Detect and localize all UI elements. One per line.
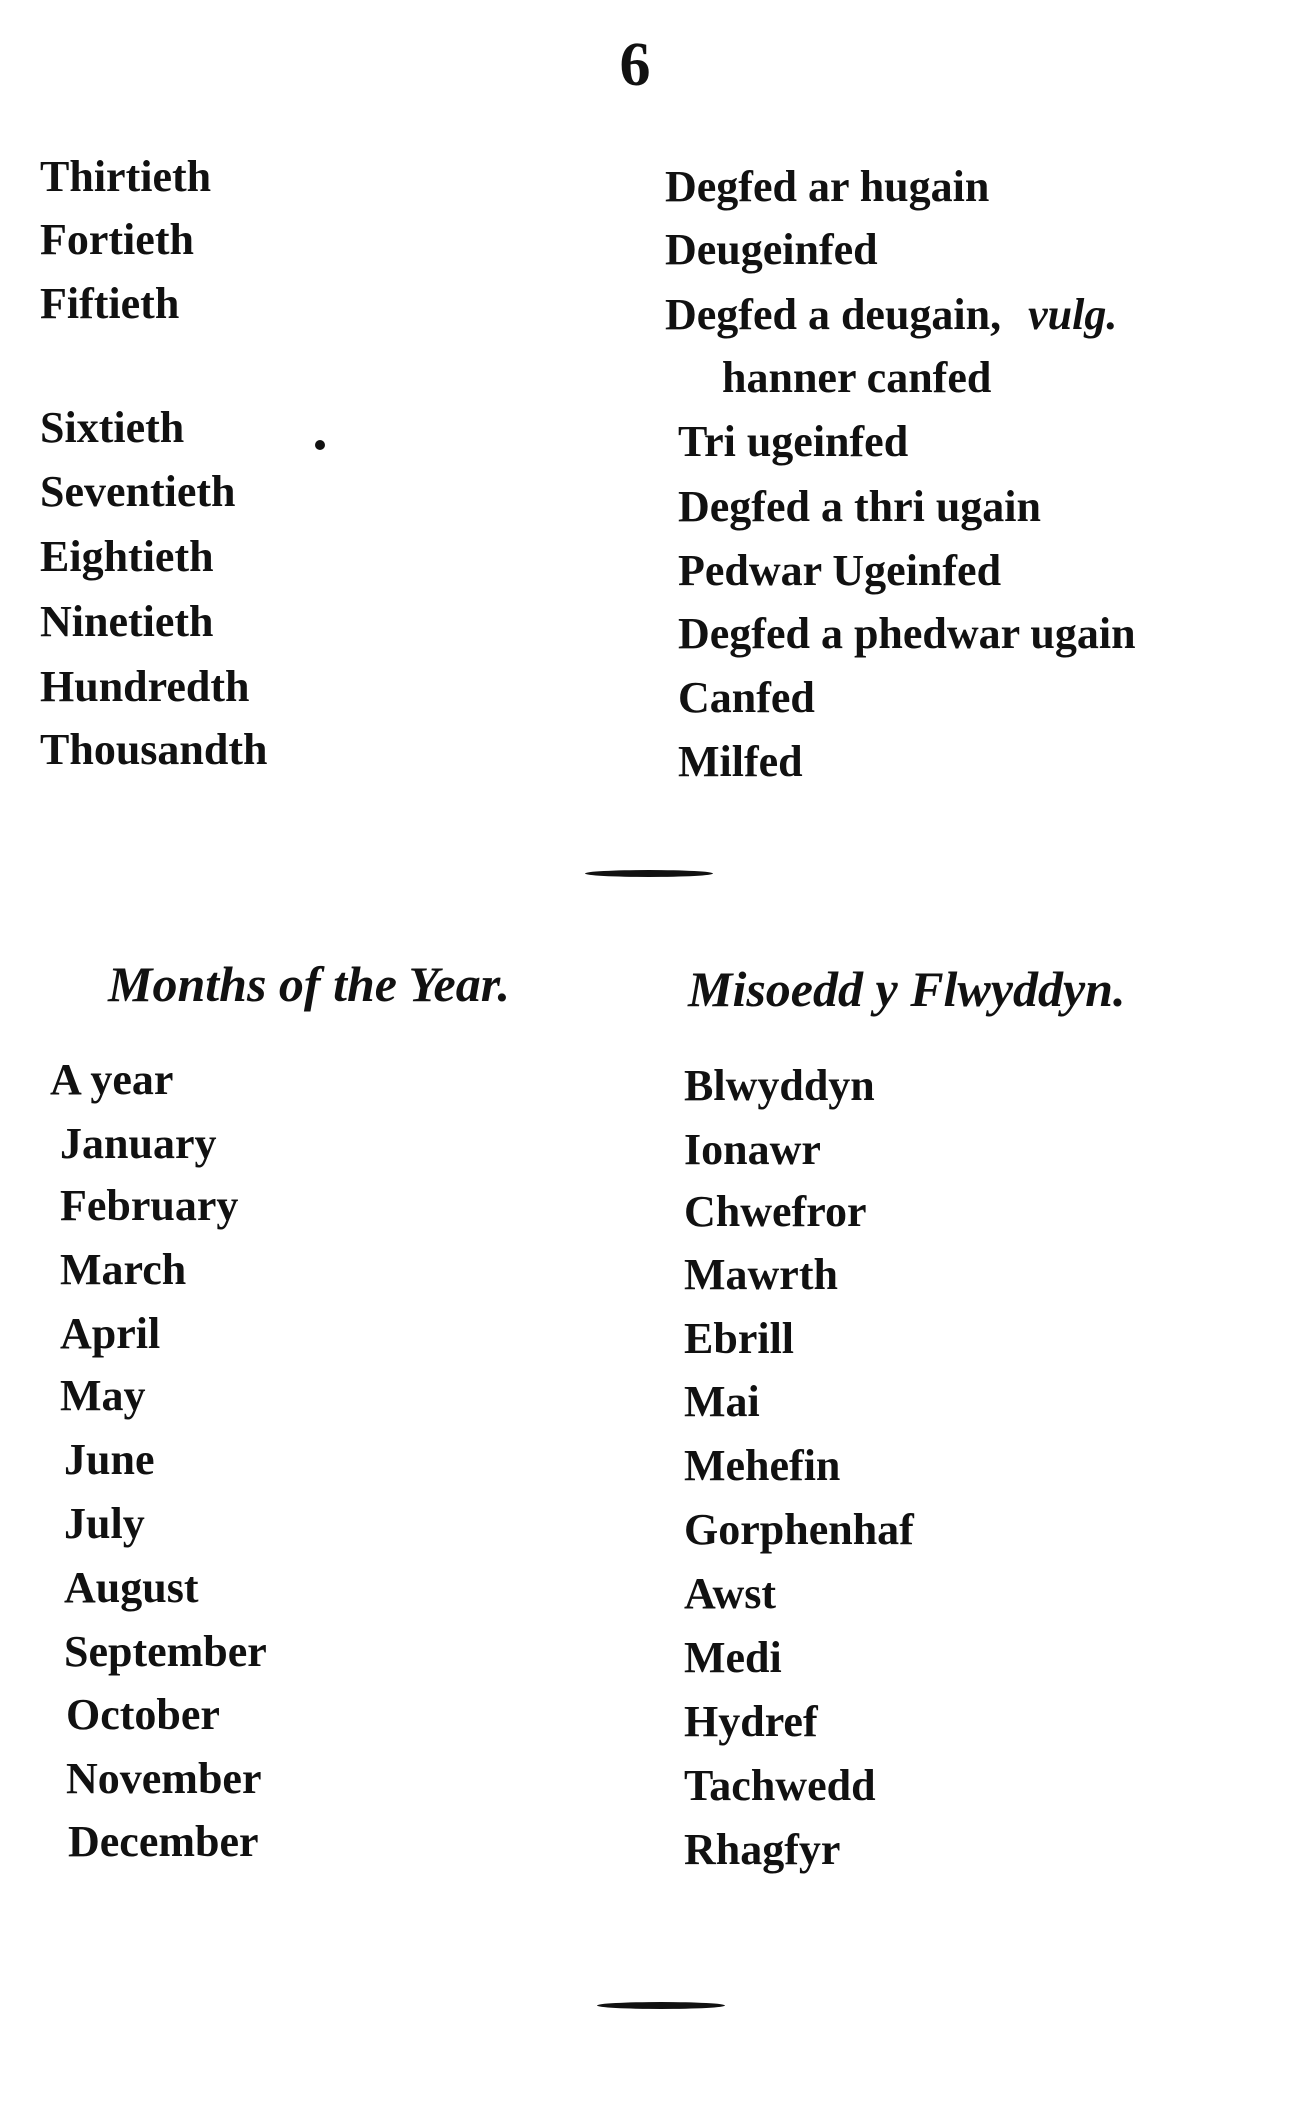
months-heading-english: Months of the Year. xyxy=(108,956,510,1012)
ordinal-welsh: Canfed xyxy=(678,673,815,722)
ordinal-english: Hundredth xyxy=(40,662,250,711)
month-welsh: Awst xyxy=(684,1569,777,1618)
month-welsh: Medi xyxy=(684,1633,782,1682)
section-divider xyxy=(585,870,713,877)
ordinal-english: Ninetieth xyxy=(40,597,214,646)
ordinal-welsh: hanner canfed xyxy=(722,353,992,402)
month-english: February xyxy=(60,1181,239,1230)
ordinal-welsh: Degfed a thri ugain xyxy=(678,482,1041,531)
ordinal-english: Thirtieth xyxy=(40,152,212,201)
month-welsh: Ionawr xyxy=(684,1125,821,1174)
stray-mark-dot xyxy=(315,440,325,450)
month-welsh: Tachwedd xyxy=(684,1761,876,1810)
month-welsh: Rhagfyr xyxy=(684,1825,841,1874)
ordinal-welsh: Degfed ar hugain xyxy=(665,162,990,211)
month-english: December xyxy=(68,1817,259,1866)
month-welsh: Hydref xyxy=(684,1697,818,1746)
month-english: June xyxy=(64,1435,155,1484)
month-welsh: Mehefin xyxy=(684,1441,841,1490)
ordinal-welsh: Milfed xyxy=(678,737,803,786)
ordinal-welsh: Pedwar Ugeinfed xyxy=(678,546,1002,595)
month-welsh: Ebrill xyxy=(684,1314,795,1363)
ordinal-english: Seventieth xyxy=(40,467,236,516)
month-english: August xyxy=(64,1563,199,1612)
month-english: October xyxy=(66,1690,220,1739)
month-english: March xyxy=(60,1245,187,1294)
ordinal-welsh-with-note xyxy=(665,290,1118,339)
month-english: July xyxy=(64,1499,145,1548)
month-english: January xyxy=(60,1119,217,1168)
ordinal-welsh-note: vulg. xyxy=(1028,290,1118,339)
month-english: September xyxy=(64,1627,267,1676)
ordinal-english: Eightieth xyxy=(40,532,214,581)
month-english: A year xyxy=(50,1055,174,1104)
page-number: 6 xyxy=(619,31,651,99)
ordinal-english: Sixtieth xyxy=(40,403,185,452)
month-welsh: Gorphenhaf xyxy=(684,1505,914,1554)
ordinal-welsh-text: Degfed a deugain, xyxy=(665,290,1002,339)
ordinal-english: Thousandth xyxy=(40,725,268,774)
ordinal-welsh: Tri ugeinfed xyxy=(678,417,909,466)
ordinal-welsh: Degfed a phedwar ugain xyxy=(678,609,1136,658)
month-welsh: Mai xyxy=(684,1377,760,1426)
ordinal-english: Fiftieth xyxy=(40,279,180,328)
ordinal-welsh: Deugeinfed xyxy=(665,225,878,274)
month-english: April xyxy=(60,1309,161,1358)
months-heading-welsh: Misoedd y Flwyddyn. xyxy=(688,961,1126,1017)
month-welsh: Blwyddyn xyxy=(684,1061,875,1110)
ordinal-english: Fortieth xyxy=(40,215,194,264)
month-english: May xyxy=(60,1371,146,1420)
month-english: November xyxy=(66,1754,262,1803)
month-welsh: Chwefror xyxy=(684,1187,867,1236)
section-divider xyxy=(597,2002,725,2009)
month-welsh: Mawrth xyxy=(684,1250,838,1299)
